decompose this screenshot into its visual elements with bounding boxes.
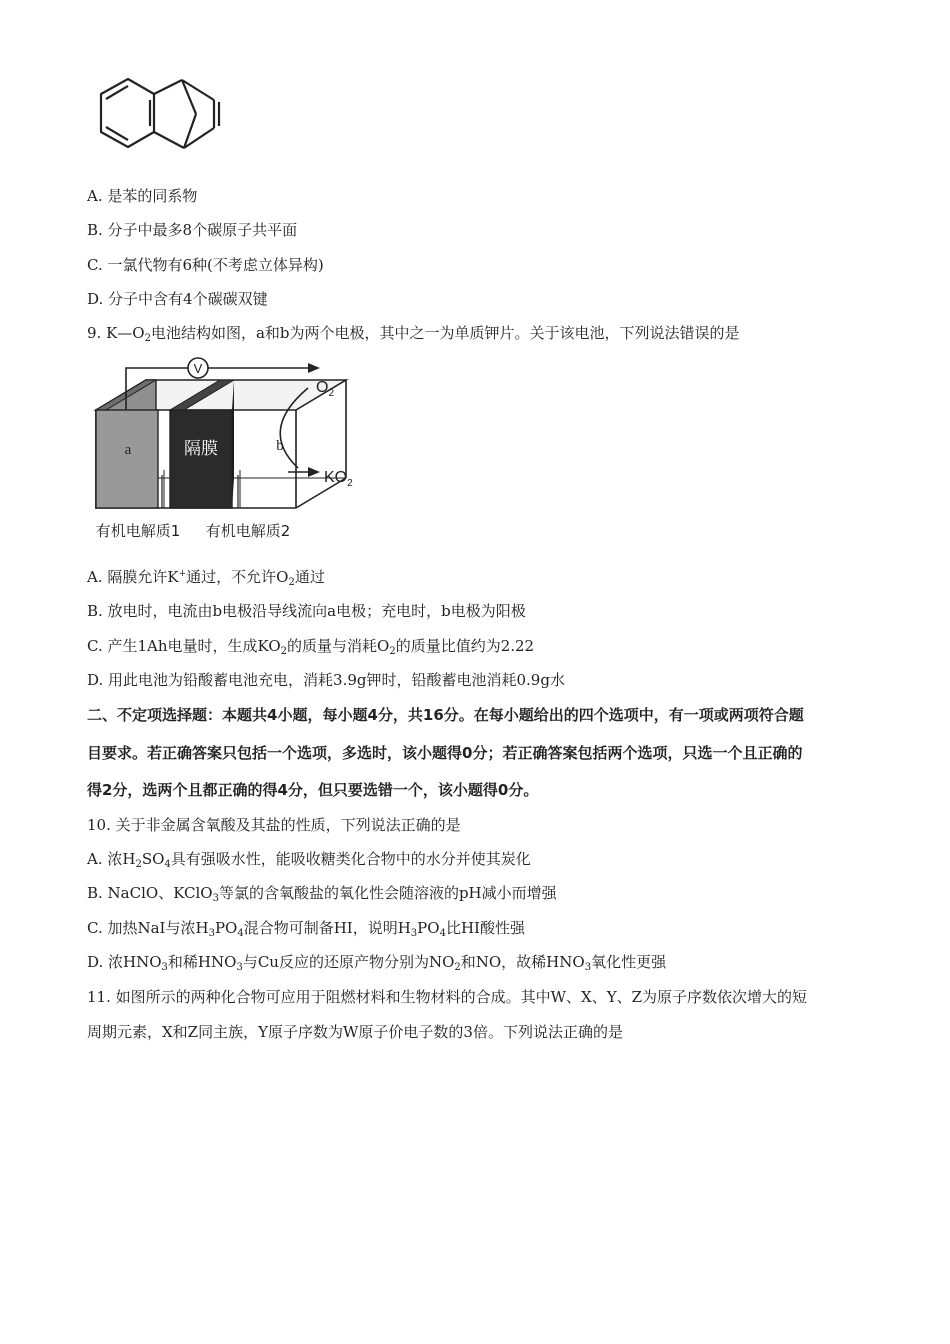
- svg-text:KO2: $KO_2$: [324, 469, 353, 489]
- electrolyte2-label: 有机电解质2: [205, 522, 291, 540]
- section2-line3: 得2分，选两个且都正确的得4分，但只要选错一个，该小题得0分。: [87, 781, 539, 799]
- electrode-a-label: a: [124, 442, 132, 458]
- svg-text:O2: $O_2$: [316, 379, 335, 399]
- q9-option-b: B. 放电时，电流由b电极沿导线流向a电极；充电时，b电极为阳极: [87, 602, 526, 620]
- electrode-b-label: b: [276, 438, 284, 454]
- q8-option-c: C. 一氯代物有6种(不考虑立体异构): [87, 256, 324, 274]
- ko2-label: KO: [324, 469, 348, 486]
- benzene-ring: [101, 79, 154, 147]
- section2-line1: 二、不定项选择题：本题共4小题，每小题4分，共16分。在每小题给出的四个选项中，有一项或两项符合题: [87, 706, 804, 724]
- q9-stem: 9. $K—O_2$电池结构如图，a和b为两个电极，其中之一为单质钾片。关于该电池，下列说法错误的是: [87, 324, 740, 344]
- q8-option-a: A. 是苯的同系物: [87, 187, 198, 205]
- electrolyte1-label: 有机电解质1: [95, 522, 181, 540]
- q8-option-b: B. 分子中最多8个碳原子共平面: [87, 221, 298, 239]
- q10-option-c: C. 加热NaI与浓$H_3PO_4$混合物可制备HI，说明$H_3PO_4$比HI酸性强: [87, 919, 525, 939]
- membrane-label: 隔膜: [184, 439, 218, 459]
- q9-option-a: A. 隔膜允许K+通过，不允许$O_2$通过: [87, 568, 325, 588]
- section2-line2: 目要求。若正确答案只包括一个选项，多选时，该小题得0分；若正确答案包括两个选项，只选一个且正确的: [87, 744, 803, 762]
- q10-option-b: B. NaClO、KClO$_3$等氯的含氧酸盐的氧化性会随溶液的pH减小而增强: [87, 884, 557, 904]
- q10-option-d: D. 浓$HNO_3$和稀$HNO_3$与Cu反应的还原产物分别为$NO_2$和NO，故稀$HNO_3$氧化性更强: [87, 953, 667, 973]
- q9-option-c: C. 产生1Ah电量时，生成$KO_2$的质量与消耗$O_2$的质量比值约为2.22: [87, 637, 535, 657]
- q8-option-d: D. 分子中含有4个碳碳双键: [87, 290, 268, 308]
- q11-stem-line2: 周期元素，X和Z同主族，Y原子序数为W原子价电子数的3倍。下列说法正确的是: [87, 1023, 623, 1041]
- q10-stem: 10. 关于非金属含氧酸及其盐的性质，下列说法正确的是: [87, 816, 461, 834]
- q9-option-d: D. 用此电池为铅酸蓄电池充电，消耗3.9g钾时，铅酸蓄电池消耗0.9g水: [87, 671, 565, 689]
- q10-option-a: A. 浓$H_2SO_4$具有强吸水性，能吸收糖类化合物中的水分并使其炭化: [87, 850, 531, 870]
- voltmeter-label: V: [193, 361, 203, 376]
- o2-label: O: [316, 379, 329, 396]
- battery-figure: [88, 350, 368, 550]
- molecule-structure-figure: [84, 70, 234, 160]
- q11-stem-line1: 11. 如图所示的两种化合物可应用于阻燃材料和生物材料的合成。其中W、X、Y、Z为原子序数依次增大的短: [87, 988, 808, 1006]
